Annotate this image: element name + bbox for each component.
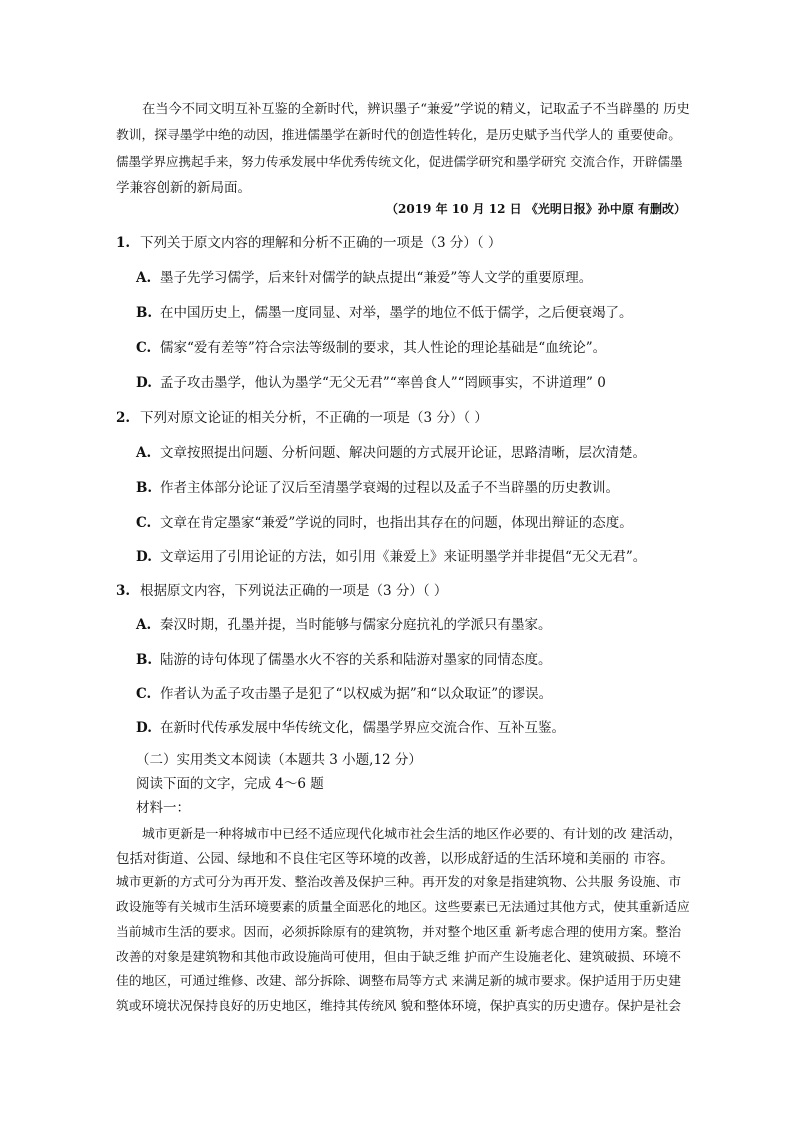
intro-line-4: 学兼容创新的新局面。 — [116, 180, 251, 196]
q1-option-d-text: 孟子攻击墨学，他认为墨学“无父无君”“率兽食人”“罔顾事实，不讲道理” 0 — [160, 375, 606, 391]
q1-option-d-label: D. — [136, 375, 152, 391]
q3-option-a-label: A. — [136, 617, 152, 633]
material-line-8: 筑或环境状况保持良好的历史地区，维持其传统风 貌和整体环境，保护真实的历史遗存。保护是社会 — [116, 999, 682, 1014]
q3-option-c-text: 作者认为孟子攻击墨子是犯了“以权威为据”和“以众取证”的谬误。 — [160, 686, 553, 702]
q1-option-a-label: A. — [136, 270, 152, 286]
question-2-stem: 下列对原文论证的相关分析，不正确的一项是（3 分）（ ） — [140, 410, 488, 426]
material-line-2: 包括对街道、公园、绿地和不良住宅区等环境的改善，以形成舒适的生活环境和美丽的 市容。 — [116, 851, 674, 867]
q1-option-c-text: 儒家“爱有差等”符合宗法等级制的要求，其人性论的理论基础是“血统论”。 — [160, 340, 607, 356]
intro-line-1: 在当今不同文明互补互鉴的全新时代，辨识墨子“兼爱”学说的精义，记取孟子不当辟墨的 历史 — [142, 102, 690, 117]
q2-option-a-text: 文章按照提出问题、分析问题、解决问题的方式展开论证，思路清晰，层次清楚。 — [160, 445, 646, 461]
intro-line-3: 儒墨学界应携起手来，努力传承发展中华优秀传统文化，促进儒学研究和墨学研究 交流合作，开辟儒墨 — [116, 154, 683, 169]
q3-option-d-text: 在新时代传承发展中华传统文化，儒墨学界应交流合作、互补互鉴。 — [160, 720, 565, 736]
material-line-3: 城市更新的方式可分为再开发、整治改善及保护三种。再开发的对象是指建筑物、公共服 务设施、市 — [116, 875, 682, 890]
material-line-4: 政设施等有关城市生活环境要素的质量全面恶化的地区。这些要素已无法通过其他方式，使其重新适应 — [116, 900, 690, 915]
intro-line-2: 教训，探寻墨学中绝的动因，推进儒墨学在新时代的创造性转化，是历史赋予当代学人的 重要使命。 — [116, 128, 682, 143]
material-line-7: 佳的地区，可通过维修、改建、部分拆除、调整布局等方式 来满足新的城市要求。保护适用于历史建 — [116, 974, 682, 989]
section-2-instruction: 阅读下面的文字，完成 4～6 题 — [136, 776, 324, 792]
q2-option-c-label: C. — [136, 515, 152, 531]
material-line-6: 改善的对象是建筑物和其他市政设施尚可使用，但由于缺乏维 护而产生设施老化、建筑破损、环境不 — [116, 950, 682, 965]
q1-option-b-text: 在中国历史上，儒墨一度同显、对举，墨学的地位不低于儒学，之后便衰竭了。 — [160, 305, 633, 321]
material-1-label: 材料一： — [136, 800, 190, 816]
question-3-stem: 根据原文内容，下列说法正确的一项是（3 分）（ ） — [140, 583, 448, 599]
q2-option-d-label: D. — [136, 549, 152, 565]
material-line-1: 城市更新是一种将城市中已经不适应现代化城市社会生活的地区作必要的、有计划的改 建活动， — [142, 827, 682, 842]
question-1-number: 1. — [116, 235, 131, 251]
q2-option-d-text: 文章运用了引用论证的方法，如引用《兼爱上》来证明墨学并非提倡“无父无君”。 — [160, 549, 647, 565]
section-2-heading: （二）实用类文本阅读（本题共 3 小题,12 分） — [136, 752, 422, 768]
question-3-number: 3. — [116, 583, 131, 599]
q1-option-c-label: C. — [136, 340, 152, 356]
q3-option-d-label: D. — [136, 720, 152, 736]
question-1-stem: 下列关于原文内容的理解和分析不正确的一项是（3 分）（ ） — [140, 235, 502, 251]
question-2-number: 2. — [116, 410, 131, 426]
source-citation: （2019 年 10 月 12 日 《光明日报》孙中原 有删改） — [386, 202, 687, 216]
q3-option-b-label: B. — [136, 652, 153, 668]
q2-option-a-label: A. — [136, 445, 152, 461]
material-line-5: 当前城市生活的要求。因而，必须拆除原有的建筑物，并对整个地区重 新考虑合理的使用方案。整治 — [116, 925, 682, 940]
q1-option-b-label: B. — [136, 305, 153, 321]
q3-option-b-text: 陆游的诗句体现了儒墨水火不容的关系和陆游对墨家的同情态度。 — [160, 652, 552, 668]
q2-option-b-label: B. — [136, 480, 153, 496]
q1-option-a-text: 墨子先学习儒学，后来针对儒学的缺点提出“兼爱”等人文学的重要原理。 — [160, 270, 593, 286]
q2-option-b-text: 作者主体部分论证了汉后至清墨学衰竭的过程以及孟子不当辟墨的历史教训。 — [160, 480, 619, 496]
q3-option-c-label: C. — [136, 686, 152, 702]
q2-option-c-text: 文章在肯定墨家“兼爱”学说的同时，也指出其存在的问题，体现出辩证的态度。 — [160, 515, 633, 531]
q3-option-a-text: 秦汉时期，孔墨并提，当时能够与儒家分庭抗礼的学派只有墨家。 — [160, 617, 552, 633]
